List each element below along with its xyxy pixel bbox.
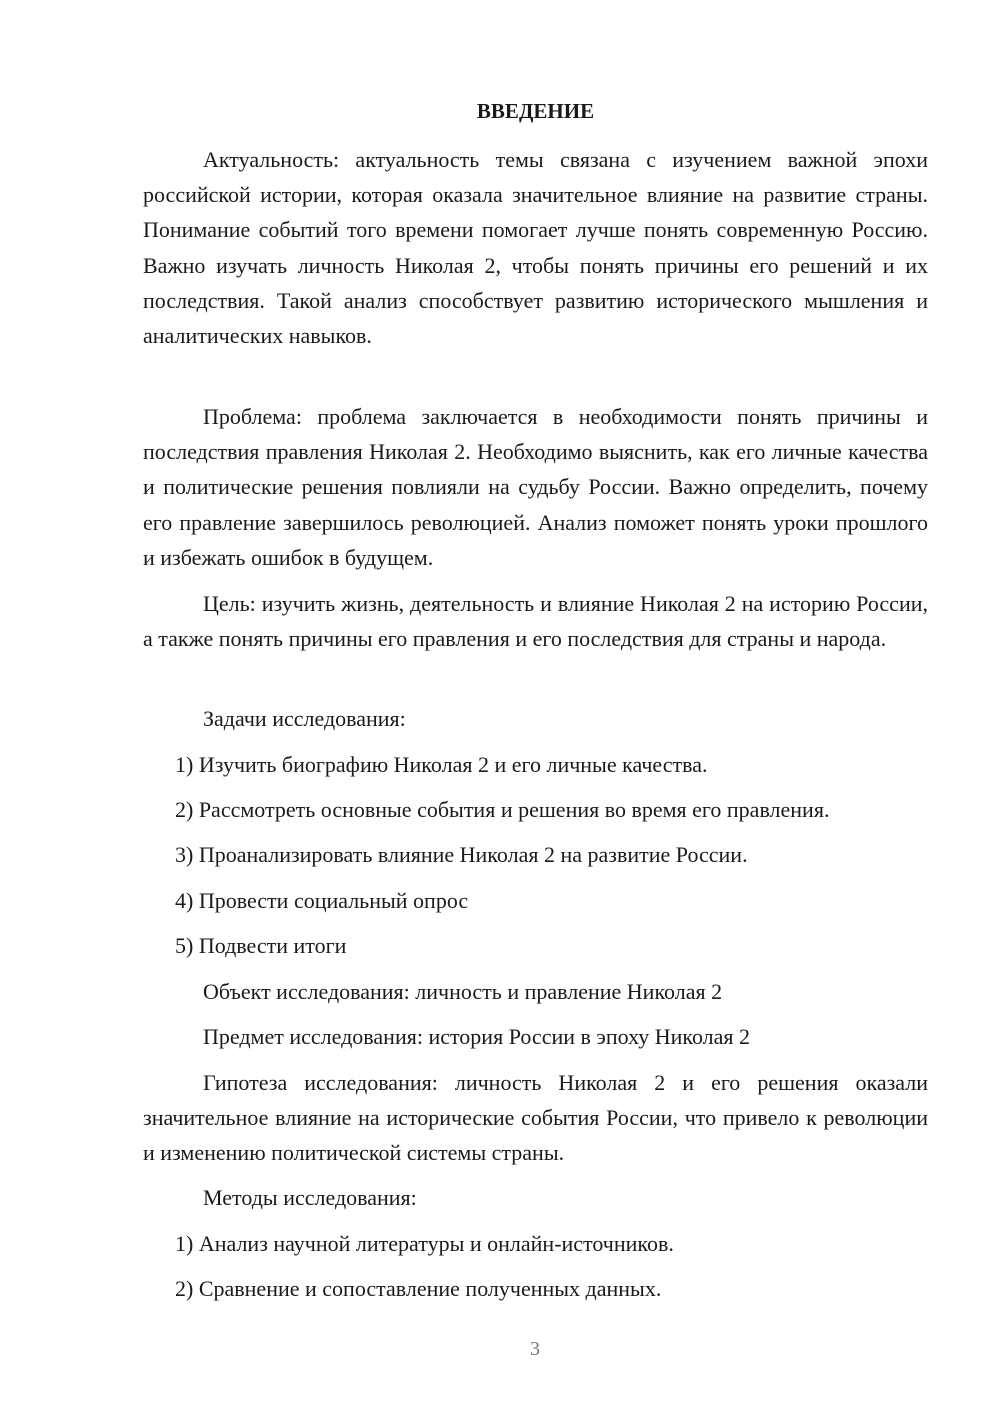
research-object: Объект исследования: личность и правление Николая 2 [203,979,723,1004]
method-item: 1) Анализ научной литературы и онлайн-источников. [175,1231,674,1256]
task-item: 3) Проанализировать влияние Николая 2 на развитие России. [175,842,748,867]
task-item: 1) Изучить биографию Николая 2 и его личные качества. [175,752,708,777]
method-item: 2) Сравнение и сопоставление полученных данных. [175,1276,662,1301]
problem-paragraph: Проблема: проблема заключается в необходимости понять причины и последствия правления Николая 2. Необходимо выяснить, как его личные качества и политические решения повлияли на судьбу России. Важно определить, почему его правление завершилось революцией. Анализ поможет понять уроки прошлого и избежать ошибок в будущем. [143,404,928,570]
research-subject: Предмет исследования: история России в эпоху Николая 2 [203,1024,751,1049]
task-item: 2) Рассмотреть основные события и решения во время его правления. [175,797,830,822]
task-item: 5) Подвести итоги [175,933,347,958]
relevance-paragraph: Актуальность: актуальность темы связана с изучением важной эпохи российской истории, которая оказала значительное влияние на развитие страны. Понимание событий того времени помогает лучше понять современную Россию. Важно изучать личность Николая 2, чтобы понять причины его решений и их последствия. Такой анализ способствует развитию исторического мышления и аналитических навыков. [143,147,928,349]
goal-paragraph: Цель: изучить жизнь, деятельность и влияние Николая 2 на историю России, а также понять причины его правления и его последствия для страны и народа. [143,591,928,652]
methods-heading: Методы исследования: [203,1185,417,1210]
hypothesis-paragraph: Гипотеза исследования: личность Николая 2 и его решения оказали значительное влияние на исторические события России, что привело к революции и изменению политической системы страны. [143,1070,928,1166]
tasks-heading: Задачи исследования: [203,706,406,731]
task-item: 4) Провести социальный опрос [175,888,469,913]
page-title: ВВЕДЕНИЕ [476,99,595,123]
page-number: 3 [530,1338,540,1360]
